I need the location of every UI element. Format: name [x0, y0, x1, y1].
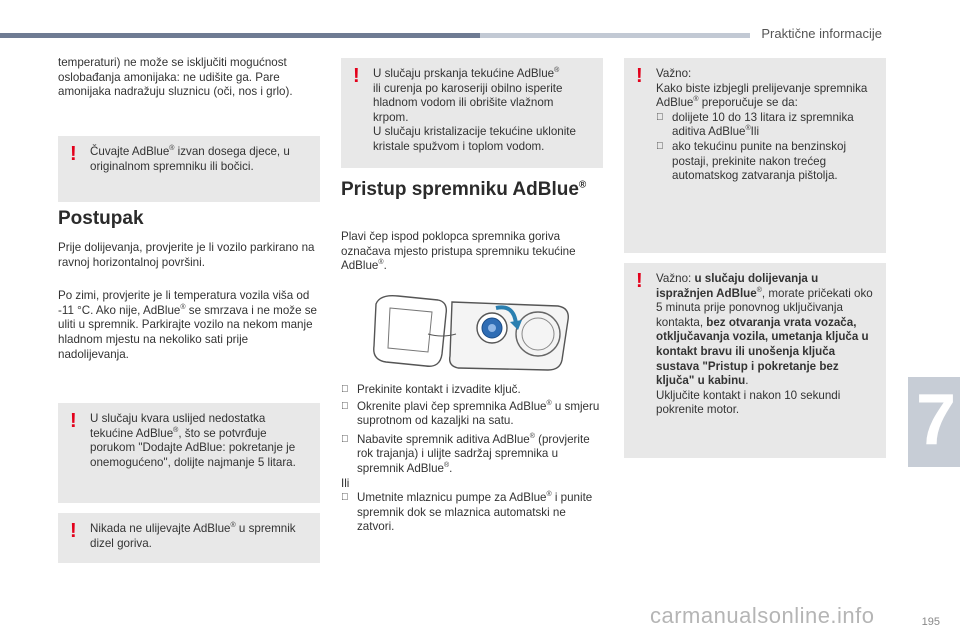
header-bar-light — [480, 33, 750, 38]
step-item: Nabavite spremnik aditiva AdBlue® (provjerite rok trajanja) i ulijte sadržaj spremnika u spremnik AdBlue®. — [357, 432, 590, 475]
intro-text: temperaturi) ne može se isključiti mogućnost oslobađanja amonijaka: ne udišite ga. Pare amonijaka nadražuju sluznicu (oči, nos i grlo). — [58, 56, 293, 99]
box-list-item: dolijete 10 do 13 litara iz spremnika aditiva AdBlue®Ili — [672, 110, 854, 139]
step-item: Prekinite kontakt i izvadite ključ. — [357, 383, 521, 396]
paragraph-winter: Po zimi, provjerite je li temperatura vozila viša od -11 °C. Ako nije, AdBlue® se smrzava i ne može se uliti u spremnik. Parkirajte vozilo na nekom manje hladnom mjestu na nekoliko sati prije nadolijevanja. — [58, 289, 317, 361]
paragraph-level: Prije dolijevanja, provjerite je li vozilo parkirano na ravnoj horizontalnoj površini. — [58, 241, 315, 269]
warning-icon: ! — [353, 65, 360, 87]
warning-icon: ! — [70, 520, 77, 542]
fuel-flap-illustration — [368, 294, 578, 374]
paragraph-blue-cap: Plavi čep ispod poklopca spremnika goriva označava mjesto pristupa spremniku tekućine AdBlue®. — [341, 230, 576, 273]
warning-icon: ! — [70, 143, 77, 165]
or-text: Ili — [341, 476, 350, 490]
chapter-tab: 7 — [908, 377, 960, 467]
page-number: 195 — [921, 616, 940, 628]
steps — [341, 383, 603, 535]
warning-icon: ! — [636, 270, 643, 292]
warning-box-failure: ! U slučaju kvara uslijed nedostatka tekućine AdBlue®, što se potvrđuje porukom "Dodajte AdBlue: pokretanje je onemogućeno", dolijte najmanje 5 litara. — [58, 403, 320, 503]
info-box-overfill: ! Važno: Kako biste izbjegli prelijevanje spremnika AdBlue® preporučuje se da: dolijete 10 do 13 litara iz spremnika aditiva AdBlue®Ili ako tekućinu punite na benzinskoj postaji, prekinite nakon trećeg automatskog zatvaranja pištolja. — [624, 58, 886, 253]
warning-icon: ! — [70, 410, 77, 432]
info-box-empty-tank: ! Važno: u slučaju dolijevanja u ispražnjen AdBlue®, morate pričekati oko 5 minuta prije ponovnog uključivanja kontakta, bez otvaranja vrata vozača, otključavanja vozila, umetanja ključa u kontakt bravu ili unošenja ključa sustava "Pristup i pokretanje bez ključa" u kabinu. Uključite kontakt i nakon 10 sekundi pokrenite motor. — [624, 263, 886, 458]
warning-icon: ! — [636, 65, 643, 87]
postupak-text — [58, 241, 320, 362]
warning-box-children: ! Čuvajte AdBlue® izvan dosega djece, u originalnom spremniku ili bočici. — [58, 136, 320, 202]
box-title: Važno: — [656, 67, 692, 80]
watermark: carmanualsonline.info — [650, 603, 875, 628]
pristup-text — [341, 230, 603, 274]
section-title: Praktične informacije — [761, 26, 882, 41]
heading-pristup: Pristup spremniku AdBlue® — [341, 179, 587, 200]
heading-postupak: Postupak — [58, 208, 144, 229]
warning-box-diesel: ! Nikada ne ulijevajte AdBlue® u spremnik dizel goriva. — [58, 513, 320, 563]
step-item: Umetnite mlaznicu pumpe za AdBlue® i punite spremnik dok se mlaznica automatski ne zatvori. — [357, 491, 593, 534]
step-item: Okrenite plavi čep spremnika AdBlue® u smjeru suprotnom od kazaljki na satu. — [357, 399, 600, 428]
box-list-item: ako tekućinu punite na benzinskoj postaji, prekinite nakon trećeg automatskog zatvaranja pištolja. — [672, 139, 847, 183]
header-bar-dark — [0, 33, 480, 38]
column-1 — [58, 56, 320, 100]
warning-box-splash: ! U slučaju prskanja tekućine AdBlue® ili curenja po karoseriji obilno isperite hladnom vodom ili obrišite vlažnom krpom. U slučaju kristalizacije tekućine uklonite kristale spužvom i toplom vodom. — [341, 58, 603, 168]
